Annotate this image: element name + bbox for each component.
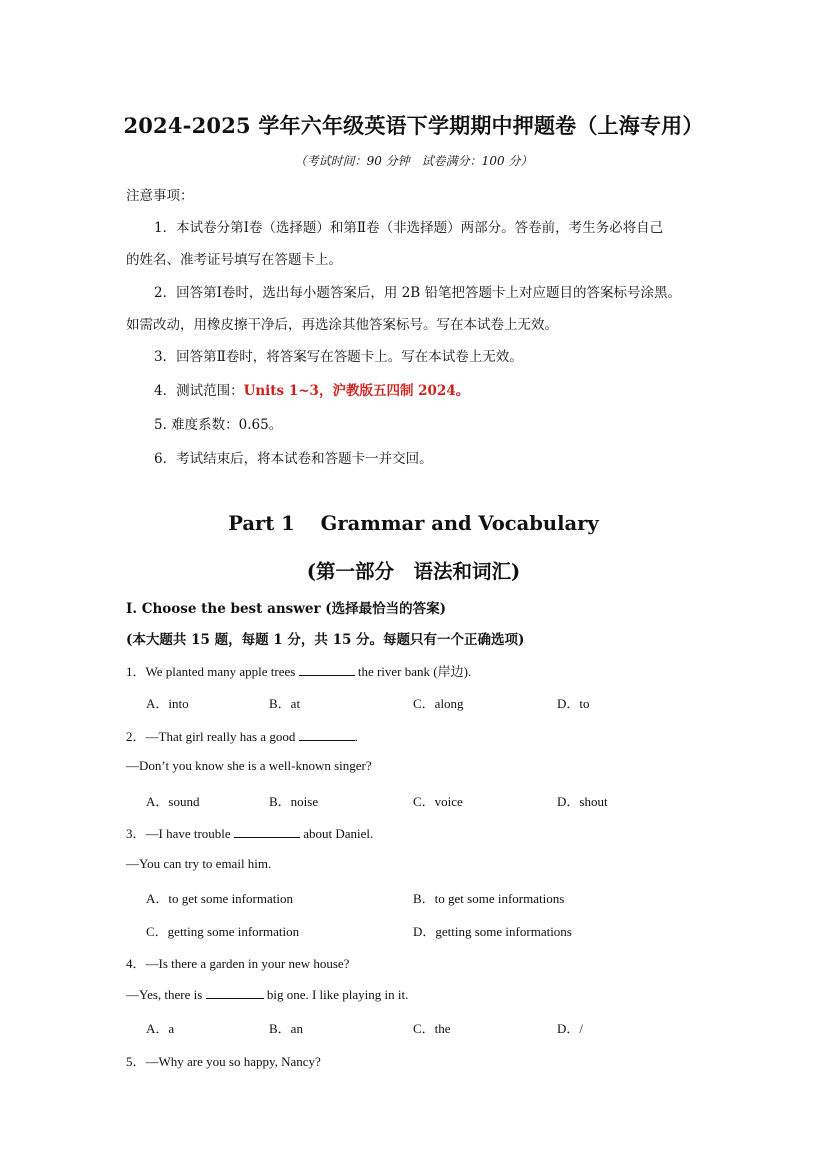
q3-option-b: B．to get some informations bbox=[413, 891, 565, 906]
q3-option-d: D．getting some informations bbox=[413, 924, 572, 939]
notice-item-2-line-2: 如需改动，用橡皮擦干净后，再选涂其他答案标号。写在本试卷上无效。 bbox=[126, 317, 558, 333]
answer-blank bbox=[299, 728, 355, 741]
question-4-reply-end: big one. I like playing in it. bbox=[263, 987, 409, 1002]
question-2-reply: —Don’t you know she is a well-known singer? bbox=[126, 758, 372, 773]
answer-blank bbox=[299, 663, 355, 676]
question-5: 5．—Why are you so happy, Nancy? bbox=[126, 1054, 321, 1069]
answer-blank bbox=[206, 986, 264, 999]
notice-item-5: 5. 难度系数：0.65。 bbox=[154, 417, 283, 433]
exam-time-info: （考试时间：90 分钟 试卷满分：100 分） bbox=[294, 154, 533, 168]
q2-option-b: B．noise bbox=[269, 794, 319, 809]
notice-item-6: 6．考试结束后，将本试卷和答题卡一并交回。 bbox=[154, 451, 433, 467]
page-title: 2024-2025 学年六年级英语下学期期中押题卷（上海专用） bbox=[123, 113, 704, 138]
question-2-text: 2．—That girl really has a good bbox=[126, 729, 299, 744]
notice-item-2-line-1: 2．回答第Ⅰ卷时，选出每小题答案后，用 2B 铅笔把答题卡上对应题目的答案标号涂黑。 bbox=[154, 285, 682, 301]
question-3-text: 3．—I have trouble bbox=[126, 826, 234, 841]
q4-option-b: B．an bbox=[269, 1021, 303, 1036]
notice-item-1-line-1: 1．本试卷分第Ⅰ卷（选择题）和第Ⅱ卷（非选择题）两部分。答卷前，考生务必将自己 bbox=[154, 220, 664, 236]
question-4-reply bbox=[126, 986, 408, 1003]
q2-option-c: C．voice bbox=[413, 794, 463, 809]
part-title bbox=[0, 512, 827, 535]
q3-option-a: A．to get some information bbox=[146, 891, 293, 906]
q1-option-b: B．at bbox=[269, 696, 301, 711]
q1-option-d: D．to bbox=[557, 696, 590, 711]
part-name: Grammar and Vocabulary bbox=[320, 512, 599, 535]
q3-option-c: C．getting some information bbox=[146, 924, 300, 939]
notice-item-1-line-2: 的姓名、准考证号填写在答题卡上。 bbox=[126, 252, 342, 268]
notice-item-3: 3．回答第Ⅱ卷时，将答案写在答题卡上。写在本试卷上无效。 bbox=[154, 349, 523, 365]
answer-blank bbox=[234, 825, 300, 838]
notice-item-4 bbox=[154, 379, 469, 399]
q4-option-d: D．/ bbox=[557, 1021, 584, 1036]
notice-item-4-label: 4．测试范围： bbox=[154, 383, 244, 399]
question-4-reply-text: —Yes, there is bbox=[126, 987, 206, 1002]
question-2-text-end: . bbox=[354, 729, 358, 744]
section-instruction: (本大题共 15 题，每题 1 分，共 15 分。每题只有一个正确选项) bbox=[126, 632, 525, 648]
part-label: Part 1 bbox=[228, 512, 295, 535]
q4-option-a: A．a bbox=[146, 1021, 175, 1036]
question-3-text-end: about Daniel. bbox=[299, 826, 374, 841]
notice-heading: 注意事项： bbox=[126, 188, 194, 204]
section-heading: I. Choose the best answer (选择最恰当的答案) bbox=[126, 601, 447, 617]
question-4: 4．—Is there a garden in your new house? bbox=[126, 956, 350, 971]
q1-option-c: C．along bbox=[413, 696, 464, 711]
part-cn-title: (第一部分 语法和词汇) bbox=[306, 560, 521, 583]
test-scope-highlight: Units 1~3，沪教版五四制 2024。 bbox=[243, 383, 470, 399]
question-1-text: 1．We planted many apple trees bbox=[126, 664, 299, 679]
question-3-reply: —You can try to email him. bbox=[126, 856, 272, 871]
q2-option-a: A．sound bbox=[146, 794, 200, 809]
question-1 bbox=[126, 661, 471, 680]
q4-option-c: C．the bbox=[413, 1021, 451, 1036]
q1-option-a: A．into bbox=[146, 696, 189, 711]
question-3 bbox=[126, 823, 373, 842]
question-2 bbox=[126, 726, 358, 745]
q2-option-d: D．shout bbox=[557, 794, 608, 809]
question-1-text-end: the river bank (岸边). bbox=[354, 664, 472, 679]
